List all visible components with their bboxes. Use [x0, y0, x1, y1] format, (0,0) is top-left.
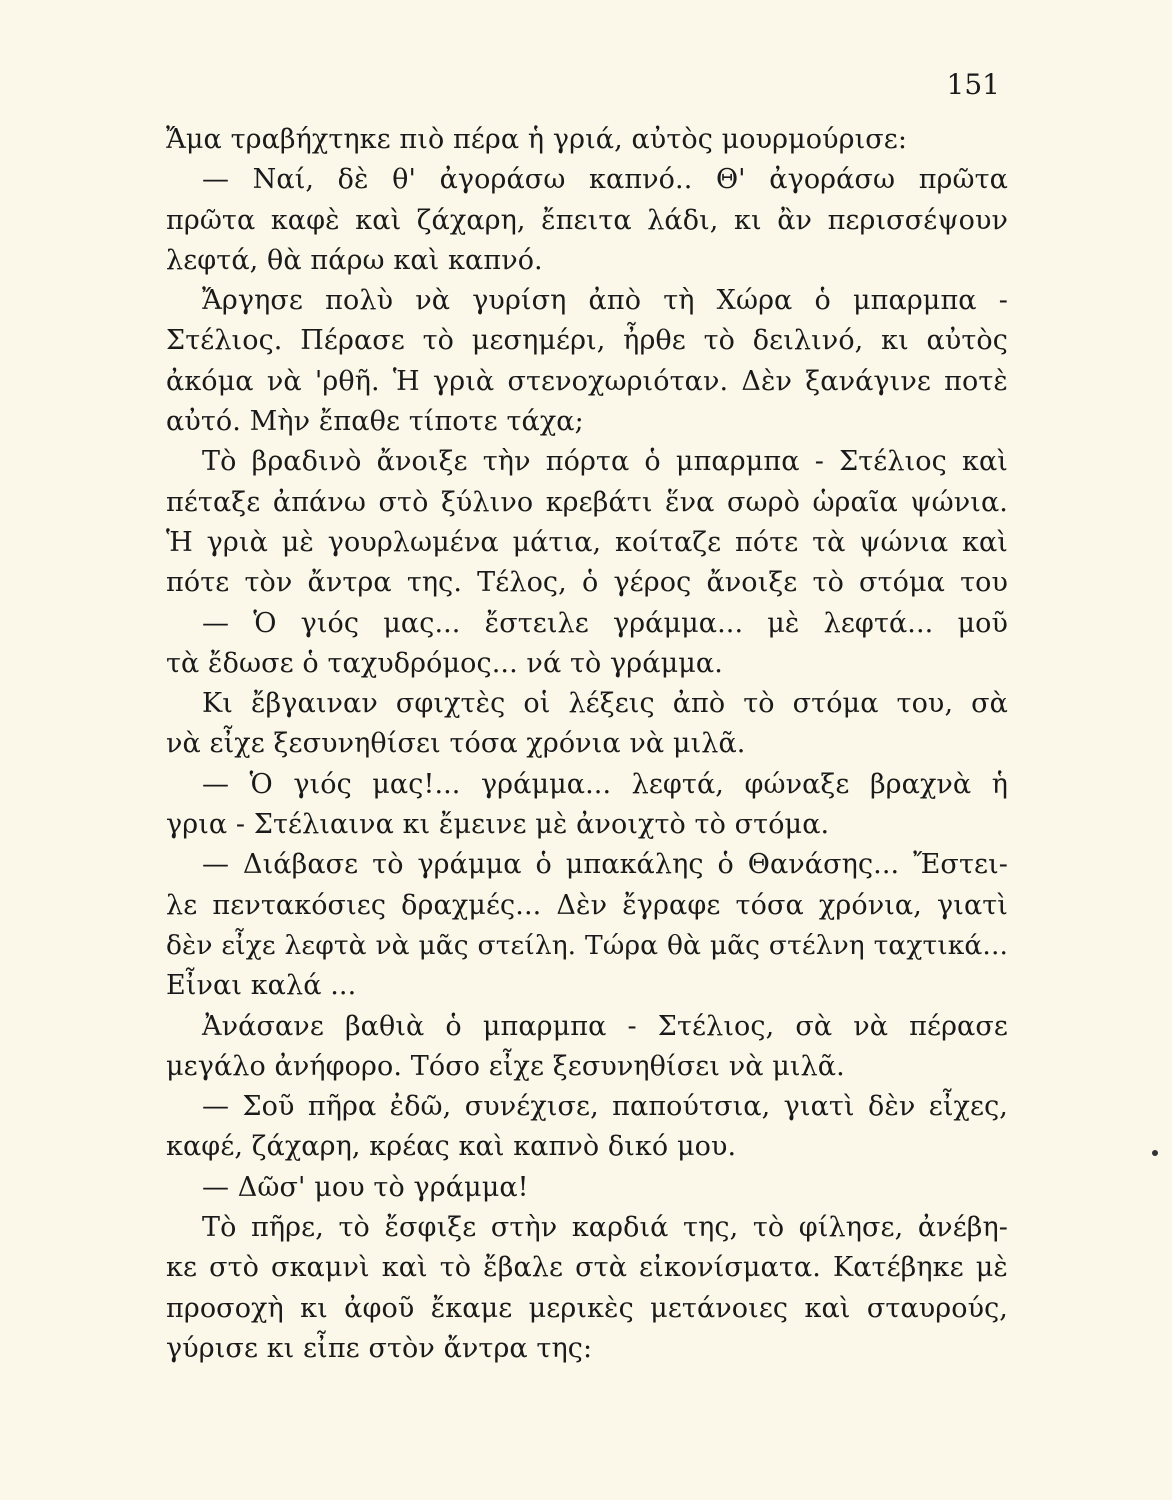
text-line: Ἄργησε πολὺ νὰ γυρίση ἀπὸ τὴ Χώρα ὁ μπαρμπα - — [202, 285, 1008, 317]
text-line: Τὸ πῆρε, τὸ ἔσφιξε στὴν καρδιά της, τὸ φίλησε, ἀνέβη- — [202, 1212, 1008, 1244]
text-line: τὰ ἔδωσε ὁ ταχυδρόμος... νά τὸ γράμμα. — [166, 647, 723, 679]
body-text — [166, 120, 1008, 1369]
text-line: γύρισε κι εἶπε στὸν ἄντρα της: — [166, 1332, 593, 1364]
text-line: — Ὁ γιός μας!... γράμμα... λεφτά, φώναξε βραχνὰ ἡ — [202, 768, 1008, 800]
text-line: κε στὸ σκαμνὶ καὶ τὸ ἔβαλε στὰ εἰκονίσματα. Κατέβηκε μὲ — [166, 1252, 1008, 1284]
page-number: 151 — [946, 68, 1000, 101]
text-line: δὲν εἶχε λεφτὰ νὰ μᾶς στείλη. Τώρα θὰ μᾶς στέλνη ταχτικά... — [166, 929, 1008, 961]
text-line: προσοχὴ κι ἀφοῦ ἔκαμε μερικὲς μετάνοιες καὶ σταυρούς, — [166, 1292, 1008, 1324]
text-line: νὰ εἶχε ξεσυνηθίσει τόσα χρόνια νὰ μιλᾶ. — [166, 728, 746, 760]
text-line: λε πεντακόσιες δραχμές... Δὲν ἔγραφε τόσα χρόνια, γιατὶ — [166, 889, 1008, 921]
text-line: Ἄμα τραβήχτηκε πιὸ πέρα ἡ γριά, αὐτὸς μουρμούρισε: — [166, 124, 908, 155]
text-line: καφέ, ζάχαρη, κρέας καὶ καπνὸ δικό μου. — [166, 1131, 737, 1163]
text-line: μεγάλο ἀνήφορο. Τόσο εἶχε ξεσυνηθίσει νὰ μιλᾶ. — [166, 1050, 845, 1082]
text-line: αὐτό. Μὴν ἔπαθε τίποτε τάχα; — [166, 406, 584, 438]
text-line: — Ὁ γιός μας... ἔστειλε γράμμα... μὲ λεφτά... μοῦ — [202, 607, 1008, 639]
text-line: Στέλιος. Πέρασε τὸ μεσημέρι, ἦρθε τὸ δειλινό, κι αὐτὸς — [166, 325, 1008, 357]
text-line: πρῶτα καφὲ καὶ ζάχαρη, ἔπειτα λάδι, κι ἂν περισσέψουν — [166, 204, 1008, 236]
text-line: — Δῶσ' μου τὸ γράμμα! — [202, 1171, 529, 1203]
text-line: πότε τὸν ἄντρα της. Τέλος, ὁ γέρος ἄνοιξε τὸ στόμα του — [166, 567, 1008, 599]
text-line: Εἶναι καλά ... — [166, 970, 357, 1002]
text-line: Τὸ βραδινὸ ἄνοιξε τὴν πόρτα ὁ μπαρμπα - Στέλιος καὶ — [202, 446, 1008, 478]
text-line: γρια - Στέλιαινα κι ἔμεινε μὲ ἀνοιχτὸ τὸ στόμα. — [166, 809, 830, 841]
text-line: — Σοῦ πῆρα ἐδῶ, συνέχισε, παπούτσια, γιατὶ δὲν εἶχες, — [202, 1091, 1008, 1123]
text-line: λεφτά, θὰ πάρω καὶ καπνό. — [166, 244, 543, 276]
text-line: — Διάβασε τὸ γράμμα ὁ μπακάλης ὁ Θανάσης... Ἔστει- — [202, 849, 1008, 881]
text-line: — Ναί, δὲ θ' ἀγοράσω καπνό.. Θ' ἀγοράσω πρῶτα — [202, 164, 1008, 196]
text-line: Ἡ γριὰ μὲ γουρλωμένα μάτια, κοίταζε πότε τὰ ψώνια καὶ — [166, 526, 1008, 558]
text-line: ἀκόμα νὰ 'ρθῆ. Ἡ γριὰ στενοχωριόταν. Δὲν ξανάγινε ποτὲ — [166, 365, 1008, 397]
text-line: Κι ἔβγαιναν σφιχτὲς οἱ λέξεις ἀπὸ τὸ στόμα του, σὰ — [202, 688, 1008, 720]
ink-speck — [1152, 1150, 1158, 1156]
text-line: πέταξε ἀπάνω στὸ ξύλινο κρεβάτι ἕνα σωρὸ ὡραῖα ψώνια. — [166, 486, 1008, 518]
text-line: Ἀνάσανε βαθιὰ ὁ μπαρμπα - Στέλιος, σὰ νὰ πέρασε — [202, 1010, 1008, 1042]
